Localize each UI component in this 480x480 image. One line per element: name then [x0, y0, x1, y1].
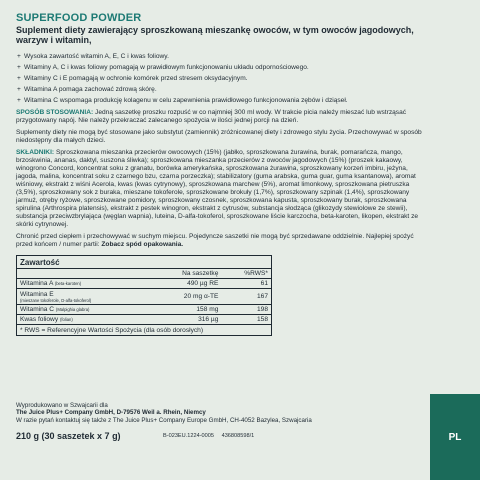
nutrient-rws: 61 — [260, 280, 268, 287]
nutrient-rws: 158 — [256, 316, 268, 323]
storage-text: Chronić przed ciepłem i przechowywać w suchym miejscu. Pojedyncze saszetki nie mogą być sprzedawane oddzielnie. Najlepiej spożyć przed końcem / numer partii: — [16, 233, 414, 248]
nutrient-label: Witamina A — [20, 280, 53, 287]
benefit-item: + Wysoka zawartość witamin A, E, C i kwas foliowy. — [16, 53, 428, 61]
manufacturer-info — [16, 402, 316, 424]
benefit-item: + Witaminy A, C i kwas foliowy pomagają w prawidłowym funkcjonowaniu układu odpornościowego. — [16, 64, 428, 72]
batch-code: B-023EU.1224-0005 — [163, 433, 215, 439]
ingredients-label: SKŁADNIKI: — [16, 149, 55, 156]
nutrient-amount: 316 µg — [198, 316, 219, 323]
ingredients-section — [16, 149, 428, 229]
table-row — [17, 305, 271, 315]
nutrient-label: Witamina C — [20, 306, 55, 313]
nutrient-amount: 490 µg RE — [187, 280, 219, 287]
nutrition-title: Zawartość — [17, 256, 271, 269]
nutrient-note: (folian) — [59, 317, 73, 322]
nutrient-name — [17, 279, 126, 288]
ingredients-text: Sproszkowana mieszanka przecierów owocowych (15%) (jabłko, sproszkowana żurawina, burak, pomarańcza, mango, brzoskwinia, ananas, daktyl, suszona śliwka); sproszkowana mieszanka przecierów z owoców jagodowych (15%) (proszek kakaowy, winogrono Concord, koncentrat soku z granatu, borówka amerykańska, sproszkowana żurawina, sproszkowany korzeń imbiru, jeżyna, jagoda, malina, koncentrat soku z czarnego bzu, czarna porzeczka); stabilizatory (guma arabska, guma guar, guma ksantanowa), aromat wiśniowy, ekstrakt z wiśni Acerola, kwas (kwas cytrynowy), sproszkowana marchew (5%), aromat limonkowy, sproszkowana pietruszka (3,5%), sproszkowany sok z buraka, mieszane tokoferole, sproszkowane brokuły (1,7%), sproszkowany szpinak (1,4%), sproszkowany jarmuż, otręby ryżowe, sproszkowane pomidory, sproszkowany czosnek, sproszkowana kapusta, sproszkowany burak, sproszkowana spirulina (Arthrospira platensis), ekstrakt z pestek winogron, ekstrakt z cytrusów, substancja słodząca (glikozydy stewiolowe ze stewii), substancja przeciwzbrylająca (węglan wapnia), luteina, D-alfa-tokoferol, sproszkowane liście karczocha, beta-karoten, likopen, ekstrakt ze skórki cytrynowej. — [16, 149, 419, 228]
benefit-item: + Witamina A pomaga zachować zdrową skórę. — [16, 86, 428, 94]
header-rws: %RWS* — [244, 270, 268, 277]
product-subtitle: Suplement diety zawierający sproszkowaną mieszankę owoców, w tym owoców jagodowych, warzyw i witamin, — [16, 25, 414, 45]
usage-text: Jedną saszetkę proszku rozpuść w co najmniej 300 ml wody. W trakcie picia należy mieszać lub wstrząsać przygotowany napój. Nie należy przekraczać zalecanego spożycia w ilości jednej porcji na dzień. — [16, 109, 407, 124]
manufacturer-line: Wyprodukowano w Szwajcarii dla — [16, 402, 108, 409]
nutrition-table — [16, 255, 272, 336]
nutrient-note: (beta-karoten) — [54, 281, 82, 286]
nutrient-label: Kwas foliowy — [20, 316, 59, 323]
nutrient-name — [17, 315, 126, 324]
header-blank — [17, 273, 126, 275]
storage-section — [16, 233, 428, 249]
table-row — [17, 279, 271, 289]
nutrient-note: (mieszane tokoferole, D-alfa-tokoferol) — [20, 297, 92, 303]
nutrient-rws: 167 — [256, 293, 268, 300]
table-row — [17, 289, 271, 305]
usage-section — [16, 109, 428, 125]
warning-text: Suplementy diety nie mogą być stosowane jako substytut (zamiennik) zróżnicowanej diety i zdrowego stylu życia. Przechowywać w sposób niedostępny dla małych dzieci. — [16, 129, 422, 144]
nutrient-label: Witamina E — [20, 290, 54, 298]
nutrient-amount: 158 mg — [196, 306, 219, 313]
nutrient-name — [17, 290, 126, 304]
manufacturer-contact: W razie pytań kontaktuj się także z The Juice Plus+ Company Europe GmbH, CH-4052 Bazylea, Szwajcaria — [16, 416, 312, 424]
nutrient-name — [17, 305, 126, 314]
table-row — [17, 315, 271, 325]
benefits-list — [16, 53, 428, 105]
benefit-item: + Witaminy C i E pomagają w ochronie komórek przed stresem oksydacyjnym. — [16, 75, 428, 83]
product-codes — [163, 433, 260, 439]
storage-bold: Zobacz spód opakowania. — [101, 241, 184, 248]
usage-label: SPOSÓB STOSOWANIA: — [16, 109, 94, 116]
nutrient-note: (Malpighia glabra) — [55, 307, 90, 312]
net-weight: 210 g (30 saszetek x 7 g) — [16, 431, 121, 441]
nutrient-amount: 20 mg α-TE — [183, 293, 219, 300]
benefit-item: + Witamina C wspomaga produkcję kolagenu w celu zapewnienia prawidłowego funkcjonowania zębów i dziąseł. — [16, 97, 428, 105]
nutrition-footnote: * RWS = Referencyjne Wartości Spożycia (dla osób dorosłych) — [20, 326, 204, 334]
article-code: 436808598/1 — [221, 433, 255, 439]
header-per-sachet: Na saszetkę — [182, 270, 219, 277]
bottom-line — [16, 431, 426, 443]
label-content — [16, 12, 428, 336]
language-badge: PL — [430, 394, 480, 480]
nutrient-rws: 198 — [256, 306, 268, 313]
nutrition-header-row — [17, 269, 271, 279]
manufacturer-company: The Juice Plus+ Company GmbH, D-79576 Weil a. Rhein, Niemcy — [16, 409, 206, 417]
product-title: SUPERFOOD POWDER — [16, 12, 142, 24]
